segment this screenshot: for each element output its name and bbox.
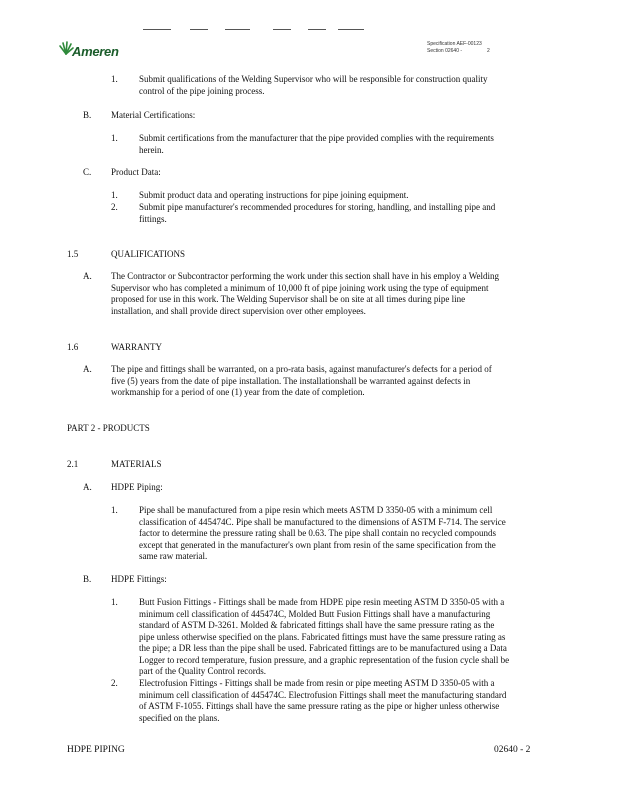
header-rule xyxy=(338,29,364,30)
section-letter: A. xyxy=(83,271,92,281)
header-rule xyxy=(190,29,208,30)
section-title: WARRANTY xyxy=(111,342,162,352)
item-text: Submit qualifications of the Welding Supervisor who will be responsible for construction quality control of the pipe joining process. xyxy=(139,74,488,96)
spec-line: Specification AEF-00123 xyxy=(427,41,482,47)
ameren-logo xyxy=(58,40,128,62)
section-heading: HDPE Piping: xyxy=(111,482,163,492)
item-text: Submit certifications from the manufacturer that the pipe provided complies with the requirements herein. xyxy=(139,133,494,155)
paragraph-text: The Contractor or Subcontractor performing the work under this section shall have in his employ a Welding Supervisor who has completed a minimum of 10,000 ft of pipe joining work using the type of equipment proposed for use in this work. The Welding Supervisor shall be on site at all times during pipe line installation, and shall provide direct supervision over other employees. xyxy=(111,271,500,316)
item-text: Pipe shall be manufactured from a pipe resin which meets ASTM D 3350-05 with a minimum cell classification of 445474C. Pipe shall be manufactured to the dimensions of ASTM F-714. The service factor to determine the pressure rating shall be 0.63. The pipe shall contain no recycled compounds except that generated in the manufacturer's own plant from resin of the same specification from the same raw material. xyxy=(139,505,506,561)
part-heading: PART 2 - PRODUCTS xyxy=(67,423,150,433)
item-number: 1. xyxy=(111,505,118,515)
logo-wordmark: Ameren xyxy=(72,44,119,59)
section-letter: B. xyxy=(83,574,92,584)
section-heading: HDPE Fittings: xyxy=(111,574,167,584)
item-text: Submit product data and operating instructions for pipe joining equipment. xyxy=(139,190,409,200)
item-number: 1. xyxy=(111,74,118,84)
section-number: 1.5 xyxy=(67,249,79,259)
item-number: 1. xyxy=(111,133,118,143)
section-number: 1.6 xyxy=(67,342,79,352)
item-text: Electrofusion Fittings - Fittings shall be made from resin or pipe meeting ASTM D 3350-05 with a minimum cell classification of 445474C. Electrofusion Fittings shall meet the manufacturing standard of ASTM F-1055. Fittings shall have the same pressure rating as the pipe or higher unless otherwise specified on the plans. xyxy=(139,678,507,723)
paragraph-text: The pipe and fittings shall be warranted, on a pro-rata basis, against manufacturer's defects for a period of five (5) years from the date of pipe installation. The installationshall be warranted against defects in workmanship for a period of one (1) year from the date of completion. xyxy=(111,364,492,397)
item-number: 1. xyxy=(111,597,118,607)
item-number: 2. xyxy=(111,678,118,688)
section-letter: A. xyxy=(83,482,92,492)
header-rule xyxy=(273,29,291,30)
item-text: Submit pipe manufacturer's recommended procedures for storing, handling, and installing pipe and fittings. xyxy=(139,202,496,224)
section-letter: B. xyxy=(83,110,92,120)
footer-title: HDPE PIPING xyxy=(67,745,125,755)
spec-reference xyxy=(427,41,482,55)
header-rule xyxy=(308,29,326,30)
item-number: 1. xyxy=(111,190,118,200)
section-letter: A. xyxy=(83,364,92,374)
section-heading: Material Certifications: xyxy=(111,110,196,120)
item-text: Butt Fusion Fittings - Fittings shall be made from HDPE pipe resin meeting ASTM D 3350-05 with a minimum cell classification of 445474C, Molded Butt Fusion Fittings shall have a manufacturing standard of ASTM D-3261. Molded & fabricated fittings shall have the same pressure rating as the pipe unless otherwise specified on the plans. Fabricated fittings must have the same pressure rating as the pipe; a DR less than the pipe shall be used. Fabricated fittings are to be manufactured using a Data Logger to record temperature, fusion pressure, and a graphic representation of the fusion cycle shall be part of the Quality Control records. xyxy=(139,597,510,676)
footer-page-number: 02640 - 2 xyxy=(494,745,531,755)
section-title: QUALIFICATIONS xyxy=(111,249,185,259)
header-rule xyxy=(225,29,250,30)
section-title: MATERIALS xyxy=(111,459,162,469)
header-page-number: 2 xyxy=(487,48,490,54)
section-heading: Product Data: xyxy=(111,167,161,177)
section-line: Section 02640 - xyxy=(427,48,463,54)
section-letter: C. xyxy=(83,167,92,177)
item-number: 2. xyxy=(111,202,118,212)
section-number: 2.1 xyxy=(67,459,79,469)
header-rule xyxy=(143,29,171,30)
